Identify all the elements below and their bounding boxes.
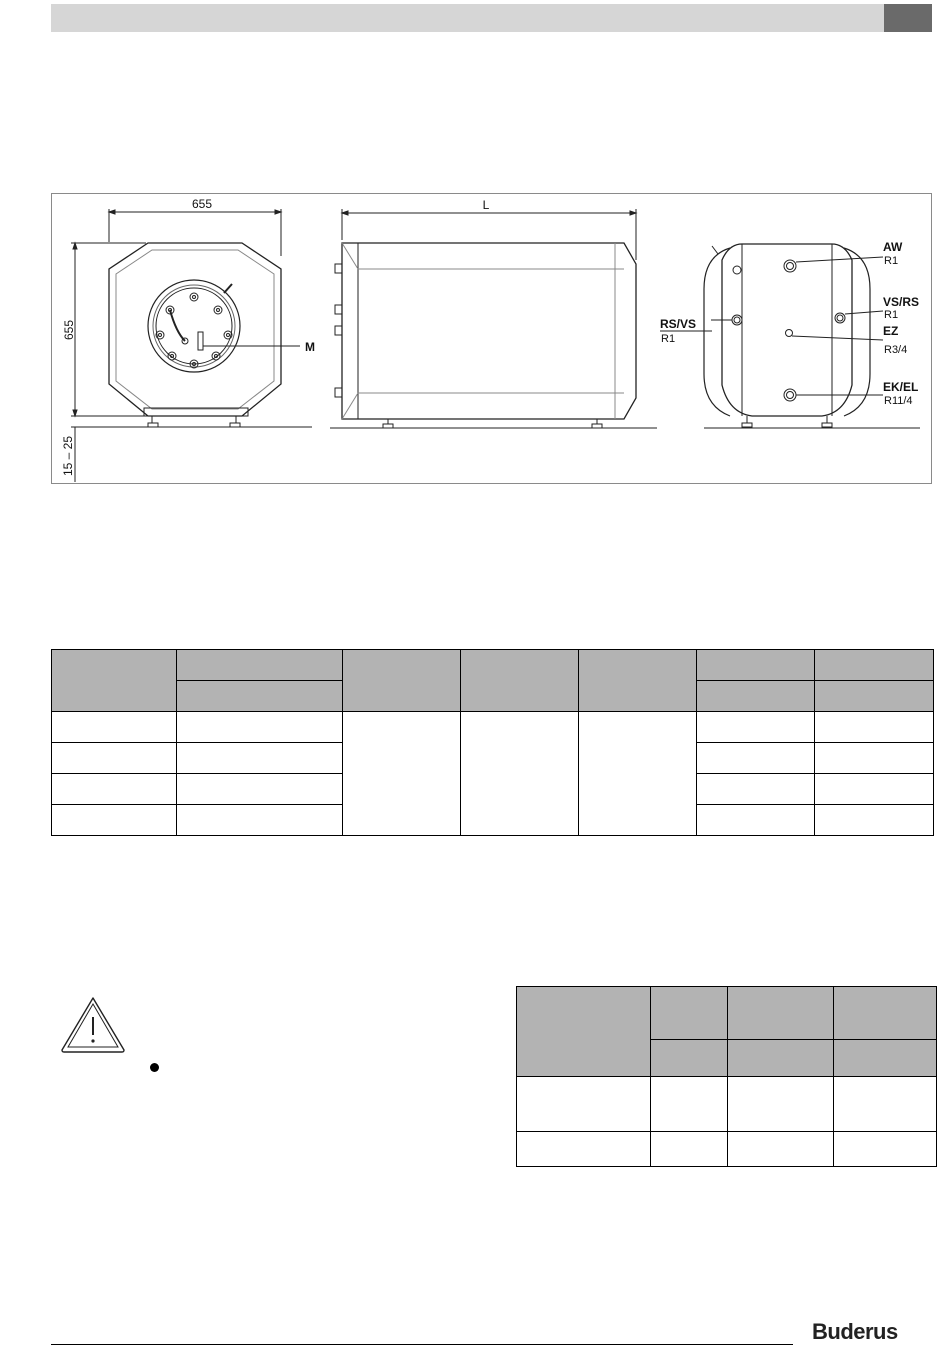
connection-ez-label: EZ <box>883 324 899 338</box>
warning-icon <box>58 994 128 1061</box>
table-cell <box>343 712 461 836</box>
front-height-label: 655 <box>62 319 76 341</box>
header-cell <box>834 1040 937 1077</box>
table-cell <box>728 1132 834 1167</box>
connection-rsvs-thread: R1 <box>661 333 676 345</box>
table-cell <box>815 743 934 774</box>
dimensions-table <box>51 649 934 836</box>
foot-height-label: 15 – 25 <box>61 435 75 477</box>
heater-label: M <box>305 340 315 354</box>
header-cell <box>651 987 728 1040</box>
header-cell <box>177 650 343 681</box>
header-bar <box>51 4 884 32</box>
table-cell <box>177 774 343 805</box>
connection-ez-thread: R3/4 <box>884 344 908 356</box>
table-cell <box>52 743 177 774</box>
table-cell <box>461 712 579 836</box>
brand-logo: Buderus <box>812 1319 898 1344</box>
header-section-tab <box>884 4 932 32</box>
table-cell <box>651 1077 728 1132</box>
connection-ekel-thread: R11/4 <box>884 395 913 407</box>
header-cell <box>697 650 815 681</box>
header-cell <box>728 987 834 1040</box>
header-cell <box>697 681 815 712</box>
front-view <box>71 209 312 482</box>
table-cell <box>177 805 343 836</box>
table-cell <box>815 805 934 836</box>
header-cell <box>343 650 461 712</box>
table-cell <box>177 743 343 774</box>
header-cell <box>177 681 343 712</box>
table-cell <box>517 1132 651 1167</box>
table-cell <box>579 712 697 836</box>
table-cell <box>697 712 815 743</box>
header-cell <box>52 650 177 712</box>
table-cell <box>697 743 815 774</box>
table-header-row <box>52 650 934 681</box>
table-cell <box>834 1077 937 1132</box>
connection-ekel-label: EK/EL <box>883 380 919 394</box>
side-view <box>330 209 657 428</box>
table-cell <box>815 712 934 743</box>
connection-vsrs-label: VS/RS <box>883 295 920 309</box>
header-cell <box>651 1040 728 1077</box>
table-cell <box>52 805 177 836</box>
table-cell <box>52 774 177 805</box>
table-cell <box>517 1077 651 1132</box>
connection-aw-thread: R1 <box>884 255 899 267</box>
table-cell <box>52 712 177 743</box>
table-cell <box>697 774 815 805</box>
connection-rsvs-label: RS/VS <box>660 317 697 331</box>
connection-vsrs-thread: R1 <box>884 309 899 321</box>
table-cell <box>728 1077 834 1132</box>
table-row <box>52 712 934 743</box>
table-row <box>517 1132 937 1167</box>
technical-drawing-svg <box>52 194 933 485</box>
connection-aw-label: AW <box>883 240 903 254</box>
table-cell <box>651 1132 728 1167</box>
dimension-drawing <box>51 193 932 484</box>
table-cell <box>834 1132 937 1167</box>
front-width-label: 655 <box>191 197 213 211</box>
header-cell <box>815 681 934 712</box>
header-cell <box>461 650 579 712</box>
table-cell <box>697 805 815 836</box>
table-cell <box>815 774 934 805</box>
length-label: L <box>482 198 490 212</box>
table-row <box>517 1077 937 1132</box>
header-cell <box>517 987 651 1077</box>
header-cell <box>728 1040 834 1077</box>
header-cell <box>815 650 934 681</box>
table-cell <box>177 712 343 743</box>
secondary-table <box>516 986 937 1167</box>
table-header-row <box>517 987 937 1040</box>
footer-rule <box>51 1344 793 1345</box>
bullet-point <box>150 1063 159 1072</box>
header-cell <box>579 650 697 712</box>
header-cell <box>834 987 937 1040</box>
